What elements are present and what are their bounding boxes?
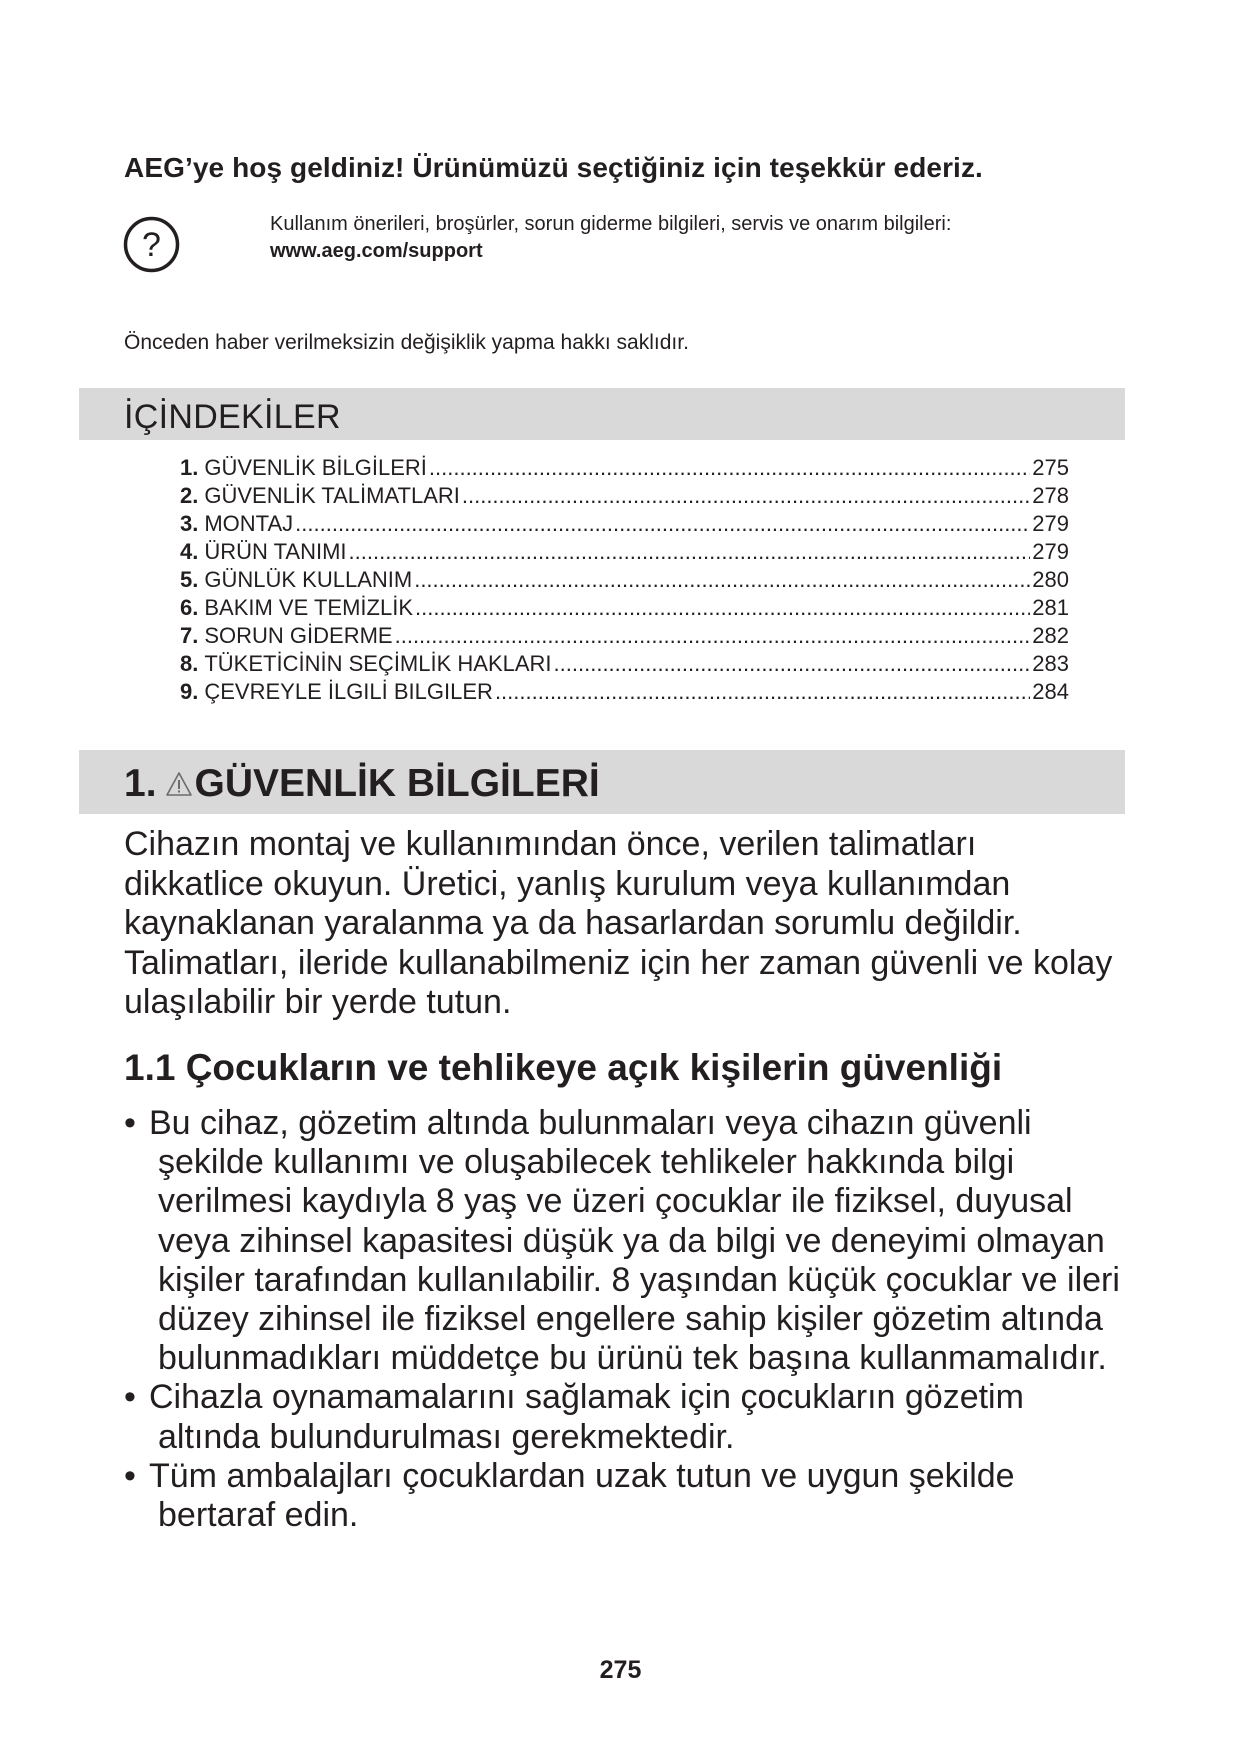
toc-item[interactable]: 3. MONTAJ ..... 279	[180, 510, 1069, 538]
section-number: 1.	[124, 762, 157, 805]
list-item: • Tüm ambalajları çocuklardan uzak tutun ve uygun şekilde bertaraf edin.	[124, 1456, 1015, 1535]
help-icon	[123, 216, 180, 273]
section-title-text: GÜVENLİK BİLGİLERİ	[194, 762, 600, 805]
toc-list	[180, 454, 1069, 706]
toc-item[interactable]: 9. ÇEVREYLE İLGILİ BILGILER ..... 284	[180, 678, 1069, 706]
support-info	[270, 211, 951, 265]
toc-item[interactable]: 5. GÜNLÜK KULLANIM ..... 280	[180, 566, 1069, 594]
list-item: • Cihazla oynamamalarını sağlamak için çocukların gözetim altında bulundurulması gerekmektedir.	[124, 1378, 1024, 1456]
page-number: 275	[599, 1656, 642, 1684]
list-item: • Bu cihaz, gözetim altında bulunmaları veya cihazın güvenli şekilde kullanımı ve oluşabilecek tehlikeler hakkında bilgi verilmesi kaydıyla 8 yaş ve üzeri çocuklar ile fiziksel, duyusal veya zihinsel kapasitesi düşük ya da bilgi ve deneyimi olmayan kişiler tarafından kullanılabilir. 8 yaşından küçük çocuklar ve ileri düzey zihinsel ile fiziksel engellere sahip kişiler gözetim altında bulunmadıkları müddetçe bu ürünü tek başına kullanmamalıdır.	[124, 1104, 1120, 1378]
toc-item[interactable]: 1. GÜVENLİK BİLGİLERİ ..... 275	[180, 454, 1069, 482]
change-notice: Önceden haber verilmeksizin değişiklik yapma hakkı saklıdır.	[124, 331, 689, 354]
toc-title: İÇİNDEKİLER	[124, 398, 341, 436]
toc-item[interactable]: 6. BAKIM VE TEMİZLİK ..... 281	[180, 594, 1069, 622]
toc-item[interactable]: 8. TÜKETİCİNİN SEÇİMLİK HAKLARI ..... 283	[180, 650, 1069, 678]
support-url[interactable]: www.aeg.com/support	[270, 240, 483, 262]
toc-item[interactable]: 2. GÜVENLİK TALİMATLARI ..... 278	[180, 482, 1069, 510]
warning-icon	[165, 771, 193, 797]
bullet-list	[124, 1104, 1124, 1535]
section-title	[124, 762, 600, 806]
intro-paragraph: Cihazın montaj ve kullanımından önce, verilen talimatları dikkatlice okuyun. Üretici, yanlış kurulum veya kullanımdan kaynaklanan yaralanma ya da hasarlardan sorumlu değildir. Talimatları, ileride kullanabilmeniz için her zaman güvenli ve kolay ulaşılabilir bir yerde tutun.	[124, 825, 1113, 1021]
subsection-title: 1.1 Çocukların ve tehlikeye açık kişilerin güvenliği	[124, 1047, 1003, 1088]
toc-item[interactable]: 7. SORUN GİDERME ..... 282	[180, 622, 1069, 650]
welcome-heading: AEG’ye hoş geldiniz! Ürünümüzü seçtiğiniz için teşekkür ederiz.	[124, 152, 983, 183]
support-text: Kullanım önerileri, broşürler, sorun giderme bilgileri, servis ve onarım bilgileri:	[270, 213, 952, 235]
toc-item[interactable]: 4. ÜRÜN TANIMI ..... 279	[180, 538, 1069, 566]
svg-text:?: ?	[142, 226, 161, 264]
